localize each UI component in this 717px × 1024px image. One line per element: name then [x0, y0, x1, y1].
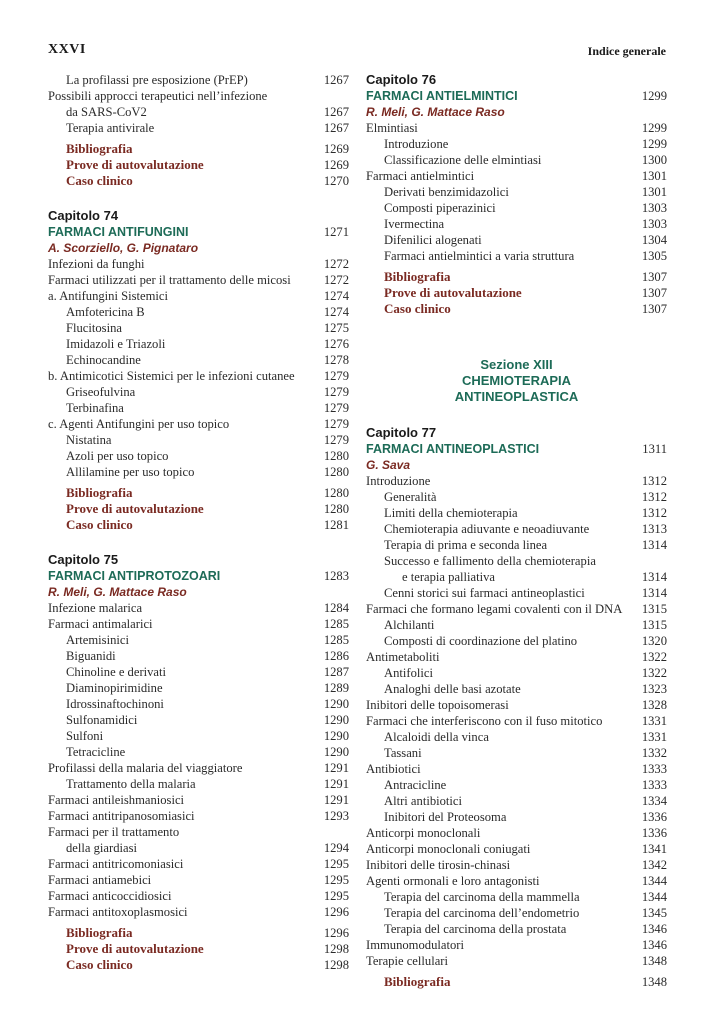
toc-entry	[366, 168, 667, 184]
toc-entry-title: Profilassi della malaria del viaggiatore	[48, 761, 243, 775]
toc-entry-title: Inibitori delle topoisomerasi	[366, 698, 509, 712]
toc-entry-page: 1333	[641, 778, 667, 792]
toc-entry-title: Idrossinaftochinoni	[66, 697, 164, 711]
toc-entry	[366, 665, 667, 681]
toc-entry-page: 1270	[323, 174, 349, 188]
toc-entry-title: Derivati benzimidazolici	[384, 185, 509, 199]
toc-entry-title: e terapia palliativa	[402, 570, 496, 584]
toc-entry-page: 1287	[323, 665, 349, 679]
toc-entry	[366, 729, 667, 745]
chapter-label: Capitolo 74	[48, 208, 119, 223]
toc-entry-page: 1285	[323, 633, 349, 647]
toc-extra-entry	[366, 301, 667, 317]
toc-entry-page: 1267	[323, 73, 349, 87]
toc-entry	[366, 809, 667, 825]
toc-entry	[48, 680, 349, 696]
toc-entry-title: Amfotericina B	[66, 305, 145, 319]
toc-entry-title: Farmaci per il trattamento	[48, 825, 180, 839]
toc-entry	[48, 904, 349, 920]
toc-entry	[366, 617, 667, 633]
toc-entry	[48, 304, 349, 320]
toc-extra-entry	[48, 141, 349, 157]
toc-entry-title: Griseofulvina	[66, 385, 136, 399]
toc-entry-title: Classificazione delle elmintiasi	[384, 153, 542, 167]
toc-entry-title: a. Antifungini Sistemici	[48, 289, 168, 303]
toc-entry-page: 1279	[323, 385, 349, 399]
toc-entry-title: Analoghi delle basi azotate	[384, 682, 521, 696]
toc-entry	[366, 120, 667, 136]
toc-entry	[366, 681, 667, 697]
chapter-authors: R. Meli, G. Mattace Raso	[366, 105, 505, 119]
toc-entry-title: Possibili approcci terapeutici nell’infezione	[48, 89, 268, 103]
toc-extra-entry	[48, 517, 349, 533]
chapter-title-page: 1283	[323, 569, 349, 583]
toc-entry-title: Nistatina	[66, 433, 112, 447]
toc-entry-page: 1342	[641, 858, 667, 872]
toc-entry-title: Alchilanti	[384, 618, 435, 632]
toc-entry-page: 1303	[641, 217, 667, 231]
page-number-roman: XXVI	[48, 42, 86, 57]
toc-entry-title: Terapia del carcinoma della prostata	[384, 922, 567, 936]
toc-entry-title: Antibiotici	[366, 762, 421, 776]
toc-entry-title: Farmaci antielmintici	[366, 169, 475, 183]
toc-entry-title: Infezioni da funghi	[48, 257, 145, 271]
toc-entry-page: 1290	[323, 729, 349, 743]
toc-entry-page: 1313	[641, 522, 667, 536]
toc-entry-page: 1307	[641, 270, 667, 284]
toc-entry	[48, 696, 349, 712]
toc-entry-title: Farmaci anticoccidiosici	[48, 889, 172, 903]
toc-entry-title: Flucitosina	[66, 321, 122, 335]
toc-entry	[48, 88, 349, 104]
toc-entry-page: 1301	[641, 169, 667, 183]
toc-entry-title: Prove di autovalutazione	[66, 157, 204, 172]
toc-entry	[48, 872, 349, 888]
toc-entry	[366, 521, 667, 537]
toc-extra-entry	[48, 957, 349, 973]
toc-entry	[48, 744, 349, 760]
toc-entry-title: Farmaci antielmintici a varia struttura	[384, 249, 575, 263]
toc-entry-title: Alcaloidi della vinca	[384, 730, 489, 744]
section-heading-line: Sezione XIII	[480, 357, 553, 372]
toc-entry	[48, 760, 349, 776]
toc-entry-page: 1307	[641, 302, 667, 316]
toc-entry	[366, 777, 667, 793]
toc-entry-title: Bibliografia	[66, 485, 133, 500]
toc-entry	[366, 537, 667, 553]
toc-entry	[366, 184, 667, 200]
toc-entry	[366, 905, 667, 921]
toc-entry-title: Bibliografia	[66, 925, 133, 940]
toc-extra-entry	[48, 925, 349, 941]
toc-entry-page: 1280	[323, 502, 349, 516]
toc-entry	[48, 712, 349, 728]
chapter-label: Capitolo 76	[366, 72, 437, 87]
toc-entry-page: 1341	[641, 842, 667, 856]
toc-entry-title: Antimetaboliti	[366, 650, 440, 664]
toc-entry-title: Bibliografia	[66, 141, 133, 156]
toc-entry-page: 1314	[641, 538, 667, 552]
toc-entry-title: Introduzione	[366, 474, 431, 488]
toc-entry-page: 1295	[323, 873, 349, 887]
toc-entry-page: 1348	[641, 975, 667, 989]
toc-entry-page: 1346	[641, 922, 667, 936]
toc-entry	[366, 601, 667, 617]
running-header: Indice generale	[587, 44, 666, 58]
toc-entry-page: 1274	[323, 289, 349, 303]
toc-entry-title: Infezione malarica	[48, 601, 143, 615]
toc-entry	[366, 841, 667, 857]
section-heading-line: CHEMIOTERAPIA	[461, 373, 572, 388]
toc-entry-page: 1290	[323, 697, 349, 711]
toc-entry	[366, 232, 667, 248]
toc-entry-title: Difenilici alogenati	[384, 233, 482, 247]
toc-entry-title: Farmaci utilizzati per il trattamento delle micosi	[48, 273, 291, 287]
chapter-title	[366, 88, 667, 104]
toc-entry-title: Caso clinico	[66, 957, 133, 972]
toc-entry-title: Limiti della chemioterapia	[384, 506, 518, 520]
toc-entry-title: Sulfoni	[66, 729, 104, 743]
toc-entry-title: Bibliografia	[384, 974, 451, 989]
toc-entry	[48, 808, 349, 824]
toc-entry-title: Chinoline e derivati	[66, 665, 167, 679]
toc-entry-page: 1295	[323, 857, 349, 871]
section-heading-line: ANTINEOPLASTICA	[454, 389, 579, 404]
toc-entry-title: Generalità	[384, 490, 437, 504]
toc-entry-title: Farmaci antimalarici	[48, 617, 153, 631]
toc-entry-page: 1298	[323, 942, 349, 956]
toc-entry-page: 1291	[323, 777, 349, 791]
toc-entry	[366, 793, 667, 809]
toc-entry-page: 1333	[641, 762, 667, 776]
toc-entry-page: 1278	[323, 353, 349, 367]
toc-entry	[48, 288, 349, 304]
toc-entry-page: 1279	[323, 433, 349, 447]
toc-entry	[366, 873, 667, 889]
toc-entry	[366, 761, 667, 777]
toc-entry-page: 1300	[641, 153, 667, 167]
toc-entry-page: 1290	[323, 713, 349, 727]
toc-entry-title: Terapia antivirale	[66, 121, 155, 135]
toc-entry-page: 1279	[323, 401, 349, 415]
toc-entry	[48, 840, 349, 856]
toc-extra-entry	[48, 157, 349, 173]
toc-entry-page: 1279	[323, 417, 349, 431]
toc-entry-page: 1290	[323, 745, 349, 759]
toc-entry	[48, 792, 349, 808]
toc-entry	[48, 416, 349, 432]
toc-entry-page: 1291	[323, 761, 349, 775]
toc-entry-title: Diaminopirimidine	[66, 681, 163, 695]
toc-entry	[48, 728, 349, 744]
chapter-title-text: FARMACI ANTIFUNGINI	[48, 225, 189, 239]
toc-entry-title: Farmaci antiamebici	[48, 873, 152, 887]
toc-entry-title: Caso clinico	[384, 301, 451, 316]
toc-entry	[48, 256, 349, 272]
toc-entry-title: Imidazoli e Triazoli	[66, 337, 166, 351]
toc-entry-page: 1294	[323, 841, 349, 855]
toc-entry	[48, 384, 349, 400]
toc-entry-page: 1275	[323, 321, 349, 335]
toc-entry	[48, 368, 349, 384]
toc-entry-title: Trattamento della malaria	[66, 777, 196, 791]
left-column	[48, 72, 349, 973]
toc-entry	[366, 633, 667, 649]
toc-entry-page: 1312	[641, 506, 667, 520]
toc-entry-page: 1346	[641, 938, 667, 952]
toc-entry	[48, 104, 349, 120]
chapter-title	[48, 568, 349, 584]
toc-entry-title: Artemisinici	[66, 633, 129, 647]
chapter-title	[48, 224, 349, 240]
toc-entry-page: 1291	[323, 793, 349, 807]
toc-entry-page: 1274	[323, 305, 349, 319]
toc-entry-page: 1301	[641, 185, 667, 199]
toc-entry-page: 1336	[641, 826, 667, 840]
toc-entry-page: 1307	[641, 286, 667, 300]
toc-entry-page: 1284	[323, 601, 349, 615]
toc-entry	[48, 776, 349, 792]
toc-entry	[48, 272, 349, 288]
toc-entry	[48, 400, 349, 416]
chapter-label: Capitolo 77	[366, 425, 437, 440]
toc-entry-page: 1280	[323, 486, 349, 500]
toc-entry-title: Bibliografia	[384, 269, 451, 284]
toc-entry	[366, 248, 667, 264]
toc-entry-page: 1286	[323, 649, 349, 663]
toc-entry-title: Biguanidi	[66, 649, 116, 663]
toc-entry	[366, 649, 667, 665]
toc-entry-title: Farmaci che formano legami covalenti con il DNA	[366, 602, 623, 616]
toc-entry-title: Terapia del carcinoma della mammella	[384, 890, 580, 904]
toc-entry-page: 1304	[641, 233, 667, 247]
toc-entry	[366, 825, 667, 841]
toc-entry-page: 1276	[323, 337, 349, 351]
toc-entry-page: 1281	[323, 518, 349, 532]
toc-entry-title: Chemioterapia adiuvante e neoadiuvante	[384, 522, 590, 536]
toc-entry-title: c. Agenti Antifungini per uso topico	[48, 417, 230, 431]
toc-entry-title: Terbinafina	[66, 401, 124, 415]
toc-entry-title: Inibitori delle tirosin-chinasi	[366, 858, 511, 872]
toc-entry	[48, 616, 349, 632]
toc-entry-title: Tassani	[384, 746, 422, 760]
chapter-title-page: 1311	[642, 442, 667, 456]
toc-extra-entry	[366, 974, 667, 990]
toc-entry	[366, 857, 667, 873]
toc-entry-page: 1323	[641, 682, 667, 696]
toc-entry-title: Tetracicline	[66, 745, 126, 759]
toc-entry	[366, 553, 667, 569]
section-heading	[366, 357, 667, 405]
toc-entry-title: Azoli per uso topico	[66, 449, 169, 463]
toc-entry	[366, 697, 667, 713]
toc-entry-page: 1322	[641, 666, 667, 680]
toc-entry-page: 1332	[641, 746, 667, 760]
toc-entry-title: Antracicline	[384, 778, 447, 792]
toc-entry-title: Prove di autovalutazione	[66, 501, 204, 516]
toc-entry-page: 1345	[641, 906, 667, 920]
toc-entry	[366, 505, 667, 521]
toc-entry-title: Altri antibiotici	[384, 794, 462, 808]
toc-entry-page: 1336	[641, 810, 667, 824]
toc-entry	[48, 120, 349, 136]
toc-entry-title: Caso clinico	[66, 173, 133, 188]
toc-entry-page: 1331	[641, 714, 667, 728]
right-column	[366, 72, 667, 990]
toc-entry-title: Successo e fallimento della chemioterapia	[384, 554, 596, 568]
toc-entry-title: Ivermectina	[384, 217, 445, 231]
toc-entry-title: Terapia del carcinoma dell’endometrio	[384, 906, 580, 920]
toc-entry	[48, 464, 349, 480]
toc-entry	[366, 921, 667, 937]
toc-entry-page: 1315	[641, 618, 667, 632]
toc-entry-page: 1305	[641, 249, 667, 263]
toc-entry-page: 1344	[641, 874, 667, 888]
toc-entry-page: 1272	[323, 257, 349, 271]
toc-entry	[366, 136, 667, 152]
toc-entry-page: 1348	[641, 954, 667, 968]
toc-entry-page: 1334	[641, 794, 667, 808]
toc-entry-page: 1299	[641, 137, 667, 151]
toc-entry-title: b. Antimicotici Sistemici per le infezioni cutanee	[48, 369, 295, 383]
toc-entry-page: 1315	[641, 602, 667, 616]
toc-entry-page: 1303	[641, 201, 667, 215]
toc-entry-title: Terapie cellulari	[366, 954, 448, 968]
toc-entry-title: La profilassi pre esposizione (PrEP)	[66, 73, 248, 87]
toc-entry	[48, 824, 349, 840]
toc-entry	[48, 432, 349, 448]
toc-entry	[48, 72, 349, 88]
toc-entry-title: Composti piperazinici	[384, 201, 496, 215]
toc-entry	[48, 448, 349, 464]
chapter-title-page: 1299	[641, 89, 667, 103]
toc-entry-page: 1312	[641, 490, 667, 504]
chapter-authors: R. Meli, G. Mattace Raso	[48, 585, 187, 599]
toc-extra-entry	[48, 485, 349, 501]
toc-entry	[48, 888, 349, 904]
chapter-authors: G. Sava	[366, 458, 411, 472]
toc-entry-title: Inibitori del Proteosoma	[384, 810, 507, 824]
toc-entry	[366, 200, 667, 216]
toc-entry-page: 1289	[323, 681, 349, 695]
toc-entry	[366, 585, 667, 601]
toc-entry	[366, 937, 667, 953]
chapter-title-page: 1271	[323, 225, 349, 239]
toc-entry-page: 1322	[641, 650, 667, 664]
toc-entry-title: Prove di autovalutazione	[66, 941, 204, 956]
toc-entry-page: 1267	[323, 121, 349, 135]
chapter-title-text: FARMACI ANTIELMINTICI	[366, 89, 518, 103]
toc-entry-page: 1272	[323, 273, 349, 287]
toc-entry	[366, 569, 667, 585]
toc-entry-page: 1267	[323, 105, 349, 119]
toc-entry	[366, 216, 667, 232]
toc-entry-page: 1298	[323, 958, 349, 972]
toc-entry-page: 1269	[323, 158, 349, 172]
toc-entry-title: Echinocandine	[66, 353, 141, 367]
toc-entry-page: 1320	[641, 634, 667, 648]
toc-entry-title: Prove di autovalutazione	[384, 285, 522, 300]
toc-extra-entry	[366, 269, 667, 285]
toc-entry	[48, 632, 349, 648]
toc-entry	[366, 713, 667, 729]
chapter-title-text: FARMACI ANTIPROTOZOARI	[48, 569, 221, 583]
toc-entry	[366, 473, 667, 489]
toc-entry-title: Sulfonamidici	[66, 713, 138, 727]
toc-entry-title: Antifolici	[384, 666, 433, 680]
toc-entry-page: 1269	[323, 142, 349, 156]
toc-entry-title: della giardiasi	[66, 841, 137, 855]
toc-entry-title: Farmaci che interferiscono con il fuso mitotico	[366, 714, 603, 728]
toc-entry-page: 1328	[641, 698, 667, 712]
toc-entry	[48, 648, 349, 664]
toc-entry-title: Cenni storici sui farmaci antineoplastici	[384, 586, 585, 600]
toc-entry-page: 1279	[323, 369, 349, 383]
toc-entry-title: Agenti ormonali e loro antagonisti	[366, 874, 540, 888]
toc-entry-page: 1312	[641, 474, 667, 488]
toc-entry	[366, 489, 667, 505]
toc-entry-page: 1295	[323, 889, 349, 903]
toc-entry-title: Anticorpi monoclonali	[366, 826, 481, 840]
toc-entry	[366, 889, 667, 905]
toc-entry-title: Composti di coordinazione del platino	[384, 634, 578, 648]
toc-entry	[366, 152, 667, 168]
toc-entry-title: Caso clinico	[66, 517, 133, 532]
toc-entry-title: Farmaci antitripanosomiasici	[48, 809, 195, 823]
toc-entry	[366, 953, 667, 969]
toc-entry-page: 1331	[641, 730, 667, 744]
toc-entry-page: 1314	[641, 570, 667, 584]
toc-entry-title: Elmintiasi	[366, 121, 418, 135]
toc-entry-page: 1296	[323, 905, 349, 919]
toc-extra-entry	[48, 941, 349, 957]
toc-entry-page: 1280	[323, 465, 349, 479]
toc-entry-page: 1299	[641, 121, 667, 135]
toc-entry	[48, 600, 349, 616]
toc-entry-page: 1280	[323, 449, 349, 463]
toc-entry-title: Farmaci antitoxoplasmosici	[48, 905, 188, 919]
toc-entry	[48, 856, 349, 872]
toc-entry-title: Immunomodulatori	[366, 938, 464, 952]
toc-entry-page: 1296	[323, 926, 349, 940]
chapter-title	[366, 441, 667, 457]
toc-entry-page: 1314	[641, 586, 667, 600]
toc-entry-title: Farmaci antileishmaniosici	[48, 793, 185, 807]
toc-entry	[48, 320, 349, 336]
chapter-authors: A. Scorziello, G. Pignataro	[48, 241, 199, 255]
toc-entry	[48, 336, 349, 352]
toc-entry-page: 1293	[323, 809, 349, 823]
toc-entry	[48, 664, 349, 680]
toc-extra-entry	[48, 501, 349, 517]
toc-entry-title: Introduzione	[384, 137, 449, 151]
toc-entry	[48, 352, 349, 368]
toc-extra-entry	[366, 285, 667, 301]
toc-entry-page: 1285	[323, 617, 349, 631]
toc-entry-title: Allilamine per uso topico	[66, 465, 195, 479]
toc-entry-title: Terapia di prima e seconda linea	[384, 538, 548, 552]
toc-entry-page: 1344	[641, 890, 667, 904]
toc-entry-title: Anticorpi monoclonali coniugati	[366, 842, 531, 856]
chapter-title-text: FARMACI ANTINEOPLASTICI	[366, 442, 540, 456]
chapter-label: Capitolo 75	[48, 552, 119, 567]
toc-entry-title: da SARS-CoV2	[66, 105, 147, 119]
toc-entry	[366, 745, 667, 761]
toc-extra-entry	[48, 173, 349, 189]
toc-entry-title: Farmaci antitricomoniasici	[48, 857, 184, 871]
